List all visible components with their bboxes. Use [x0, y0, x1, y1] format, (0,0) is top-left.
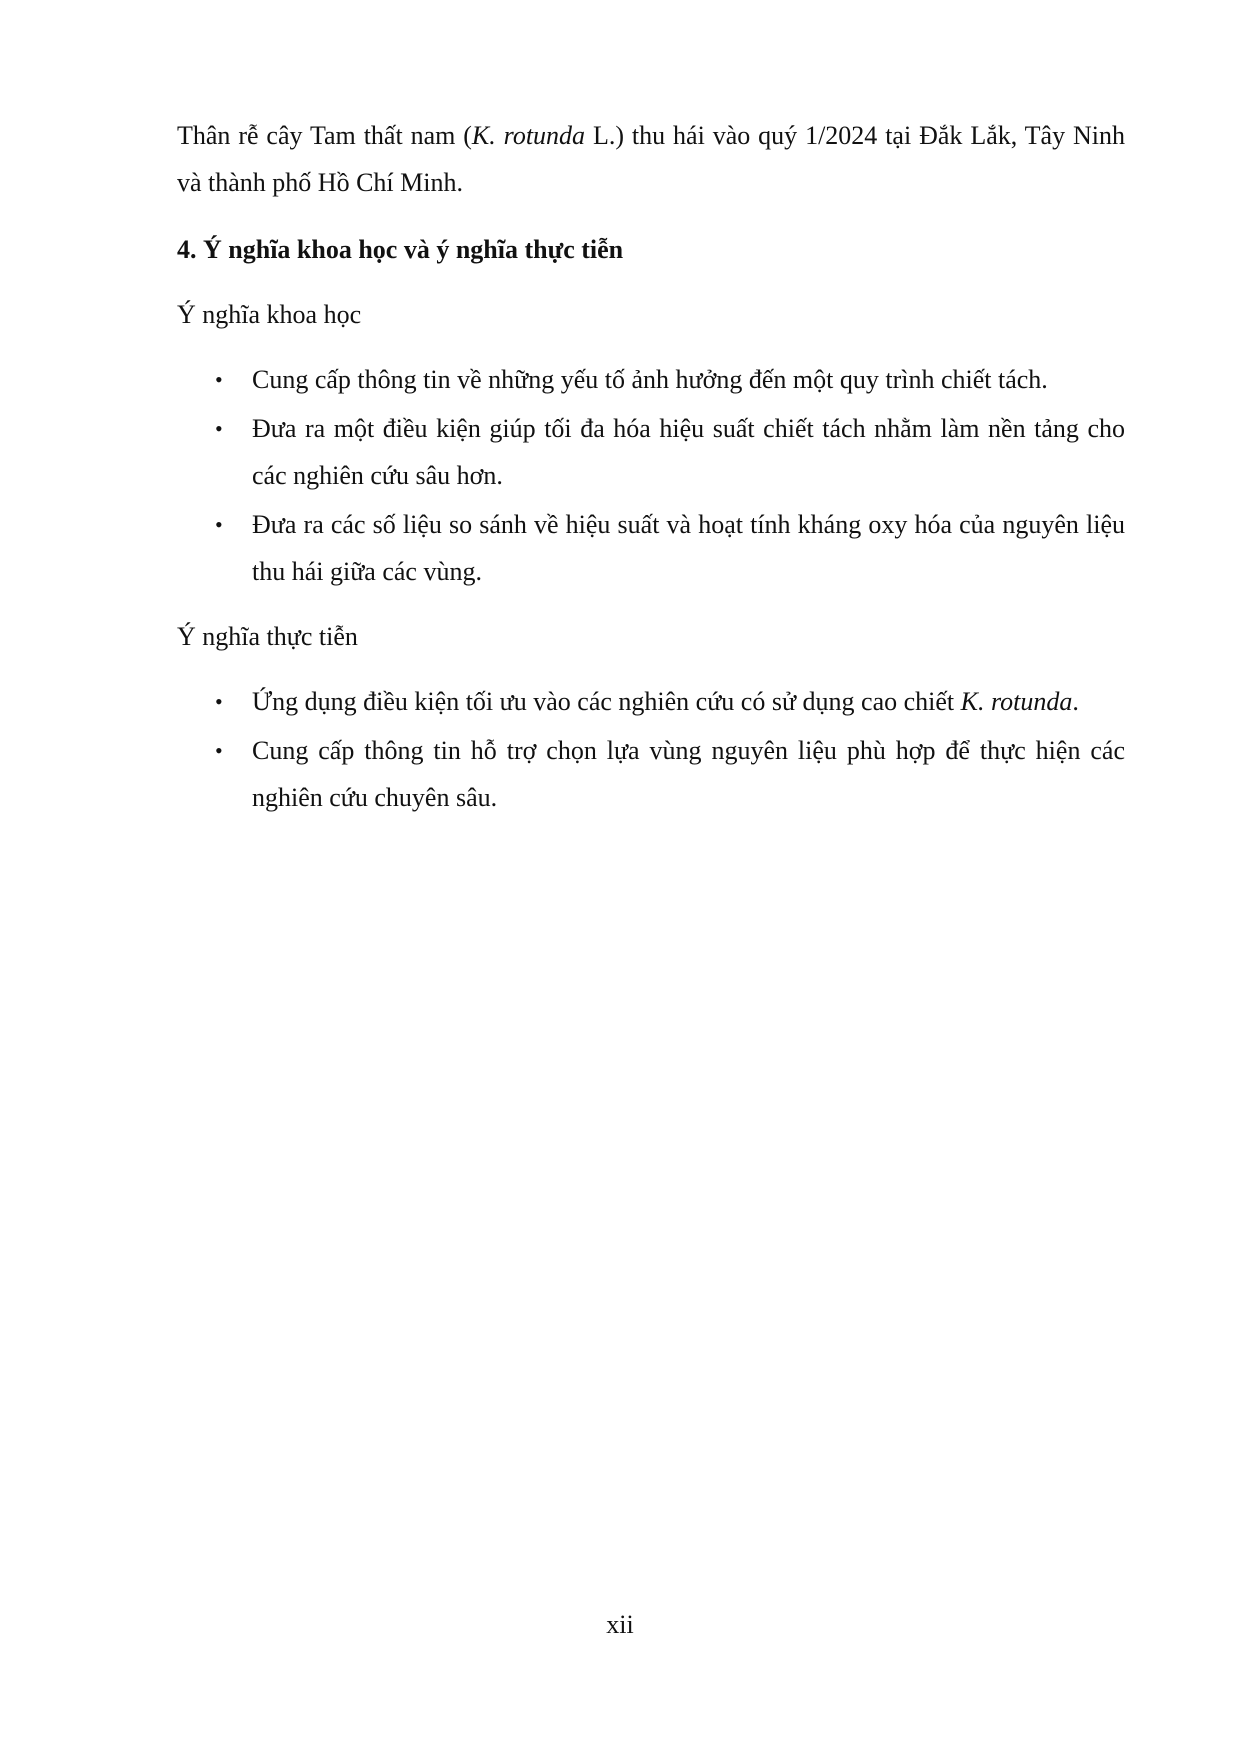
list-item-text [252, 687, 1079, 716]
list-item-text: Đưa ra các số liệu so sánh về hiệu suất và hoạt tính kháng oxy hóa của nguyên liệu thu hái giữa các vùng. [252, 510, 1125, 586]
scientific-subheading: Ý nghĩa khoa học [177, 300, 362, 329]
intro-species-name: K. rotunda [471, 121, 586, 150]
list-item [177, 405, 1125, 499]
section-heading: 4. Ý nghĩa khoa học và ý nghĩa thực tiễn [177, 235, 624, 264]
bullet-icon: • [215, 416, 223, 441]
page-content [177, 112, 1125, 823]
list-item [177, 356, 1125, 403]
bullet-icon: • [215, 512, 223, 537]
intro-text-before: Thân rễ cây Tam thất nam ( [177, 121, 472, 150]
practical-subheading: Ý nghĩa thực tiễn [177, 622, 358, 651]
list-item-text: Đưa ra một điều kiện giúp tối đa hóa hiệu suất chiết tách nhằm làm nền tảng cho các nghiên cứu sâu hơn. [252, 414, 1125, 490]
intro-text-after: L.) thu hái vào quý 1/2024 tại Đắk Lắk, Tây Ninh và thành phố Hồ Chí Minh. [177, 121, 1126, 197]
practical-list [177, 678, 1125, 821]
bullet-icon: • [215, 738, 223, 763]
list-item-text: Cung cấp thông tin về những yếu tố ảnh hưởng đến một quy trình chiết tách. [252, 365, 1048, 394]
list-item [177, 727, 1125, 821]
scientific-list [177, 356, 1125, 595]
bullet-icon: • [215, 367, 223, 392]
practical-item1-species: K. rotunda [960, 687, 1073, 716]
list-item [177, 678, 1125, 725]
practical-item1-before: Ứng dụng điều kiện tối ưu vào các nghiên cứu có sử dụng cao chiết [252, 687, 961, 716]
list-item-text: Cung cấp thông tin hỗ trợ chọn lựa vùng nguyên liệu phù hợp để thực hiện các nghiên cứu chuyên sâu. [252, 736, 1125, 812]
practical-item1-after: . [1072, 687, 1079, 716]
intro-paragraph [177, 112, 1125, 206]
bullet-icon: • [215, 689, 223, 714]
list-item [177, 501, 1125, 595]
page-number: xii [606, 1610, 634, 1639]
